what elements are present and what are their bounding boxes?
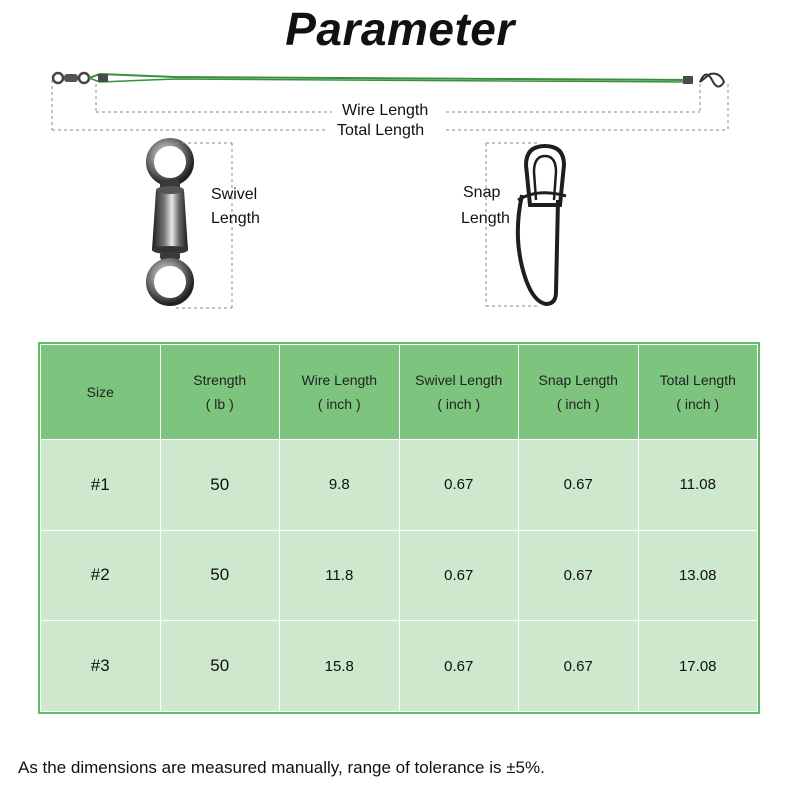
cell-strength: 50 <box>160 530 280 621</box>
table-row <box>41 440 758 531</box>
cell-total-length: 11.08 <box>638 440 758 531</box>
swivel-icon <box>150 142 190 302</box>
snap-length-label-line1: Snap <box>463 184 501 201</box>
cell-total-length: 13.08 <box>638 530 758 621</box>
leader-wire-icon <box>53 73 724 87</box>
swivel-length-label-line2: Length <box>211 210 260 227</box>
parameter-table <box>38 342 760 714</box>
header-wire-length: Wire Length ( inch ) <box>280 345 400 440</box>
table-row <box>41 530 758 621</box>
cell-wire-length: 11.8 <box>280 530 400 621</box>
cell-swivel-length: 0.67 <box>399 440 519 531</box>
snap-length-label-line2: Length <box>461 210 510 227</box>
wire-length-label: Wire Length <box>342 102 429 119</box>
cell-snap-length: 0.67 <box>519 440 639 531</box>
cell-wire-length: 9.8 <box>280 440 400 531</box>
header-snap-length: Snap Length ( inch ) <box>519 345 639 440</box>
cell-snap-length: 0.67 <box>519 530 639 621</box>
total-length-label: Total Length <box>337 122 425 139</box>
header-total-length: Total Length ( inch ) <box>638 345 758 440</box>
header-swivel-length: Swivel Length ( inch ) <box>399 345 519 440</box>
header-strength: Strength ( lb ) <box>160 345 280 440</box>
tolerance-note: As the dimensions are measured manually, range of tolerance is ±5%. <box>18 758 545 777</box>
cell-snap-length: 0.67 <box>519 621 639 712</box>
cell-wire-length: 15.8 <box>280 621 400 712</box>
snap-icon <box>518 146 566 304</box>
table-header-row <box>41 345 758 440</box>
page-title: Parameter <box>285 3 515 55</box>
cell-size: #3 <box>41 621 161 712</box>
cell-size: #1 <box>41 440 161 531</box>
swivel-length-label-line1: Swivel <box>211 186 258 203</box>
cell-size: #2 <box>41 530 161 621</box>
cell-strength: 50 <box>160 440 280 531</box>
leader-diagram <box>0 0 800 330</box>
cell-total-length: 17.08 <box>638 621 758 712</box>
cell-strength: 50 <box>160 621 280 712</box>
header-size: Size <box>41 345 161 440</box>
cell-swivel-length: 0.67 <box>399 621 519 712</box>
cell-swivel-length: 0.67 <box>399 530 519 621</box>
table-row <box>41 621 758 712</box>
